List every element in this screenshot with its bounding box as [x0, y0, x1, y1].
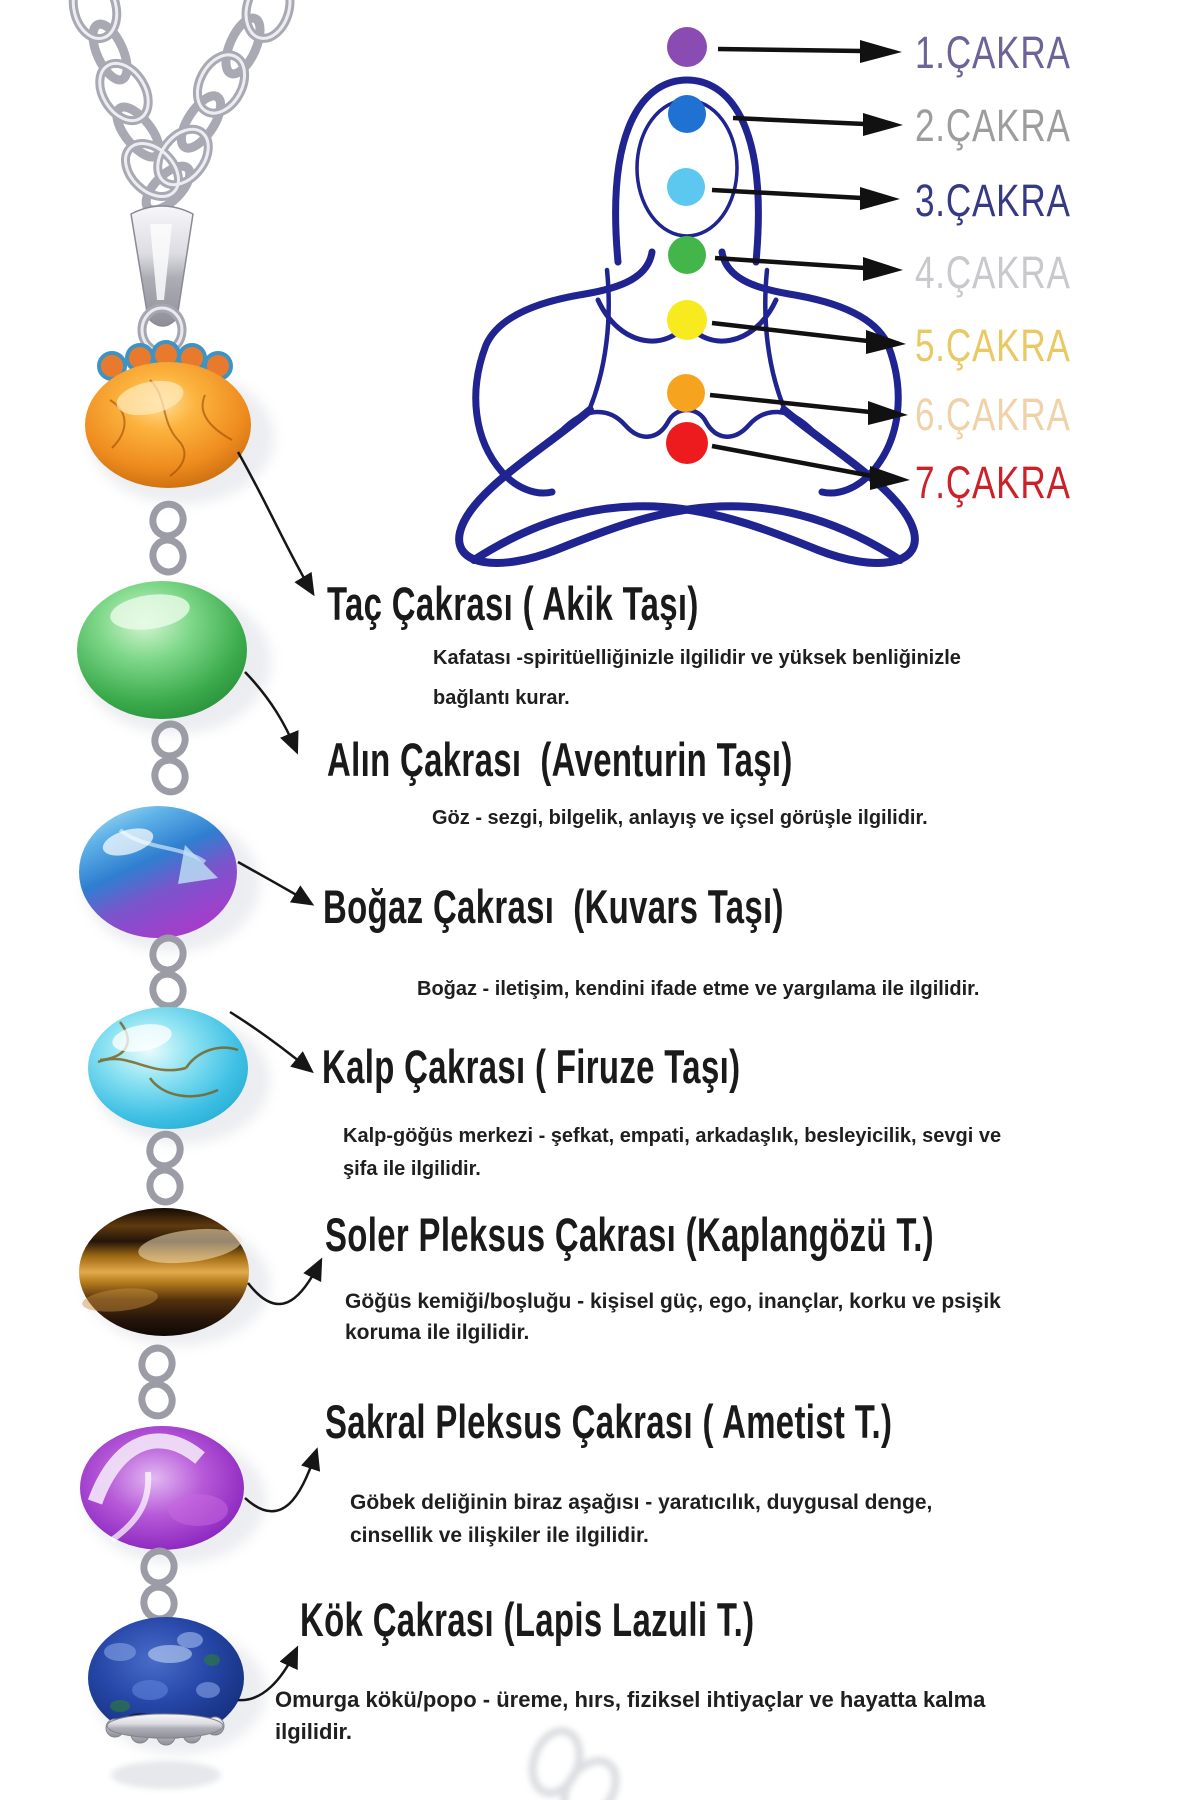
connector-link	[137, 1344, 177, 1421]
section-title-kalp-cakrasi: Kalp Çakrası ( Firuze Taşı)	[322, 1040, 741, 1093]
desc-line: Göbek deliğinin biraz aşağısı - yaratıcılık, duygusal denge,	[350, 1491, 933, 1514]
desc-line: Göğüs kemiği/boşluğu - kişisel güç, ego, inançlar, korku ve psişik	[345, 1290, 1001, 1313]
section-desc-tac-cakrasi	[433, 638, 961, 718]
bead-ametist	[80, 1426, 244, 1550]
legend-label-5: 5.ÇAKRA	[915, 320, 1071, 371]
desc-line: cinsellik ve ilişkiler ile ilgilidir.	[350, 1524, 649, 1547]
desc-line: ilgilidir.	[275, 1719, 353, 1744]
chakra-dot-5	[667, 300, 707, 340]
legend-label-4: 4.ÇAKRA	[915, 247, 1071, 298]
legend-label-2: 2.ÇAKRA	[915, 100, 1071, 151]
legend-label-7: 7.ÇAKRA	[915, 457, 1071, 508]
section-desc-soler-pleksus	[345, 1286, 1001, 1348]
chakra-dot-3	[667, 168, 705, 206]
section-desc-kok-cakrasi	[275, 1684, 985, 1748]
legend-label-1: 1.ÇAKRA	[915, 27, 1071, 78]
desc-line: koruma ile ilgilidir.	[345, 1321, 530, 1344]
pendant-bail	[99, 206, 231, 379]
desc-line: Göz - sezgi, bilgelik, anlayış ve içsel görüşle ilgilidir.	[432, 807, 928, 829]
section-desc-alin-cakrasi	[432, 803, 928, 833]
section-title-alin-cakrasi: Alın Çakrası (Aventurin Taşı)	[327, 733, 793, 786]
bead-firuze	[88, 1007, 248, 1129]
desc-line: şifa ile ilgilidir.	[343, 1158, 481, 1180]
section-title-sakral-pleksus: Sakral Pleksus Çakrası ( Ametist T.)	[325, 1395, 893, 1448]
desc-line: Omurga kökü/popo - üreme, hırs, fiziksel ihtiyaçlar ve hayatta kalma	[275, 1687, 986, 1712]
desc-line: Kalp-göğüs merkezi - şefkat, empati, arkadaşlık, besleyicilik, sevgi ve	[343, 1125, 1002, 1147]
section-title-soler-pleksus: Soler Pleksus Çakrası (Kaplangözü T.)	[325, 1208, 934, 1261]
section-desc-bogaz-cakrasi	[417, 974, 979, 1004]
chakra-dot-6	[667, 374, 705, 412]
desc-line: Kafatası -spiritüelliğinizle ilgilidir ve yüksek benliğinizle	[433, 647, 961, 669]
chakra-dot-2	[668, 95, 706, 133]
chakra-dot-7	[666, 422, 708, 464]
section-desc-sakral-pleksus	[350, 1486, 932, 1552]
desc-line: Boğaz - iletişim, kendini ifade etme ve yargılama ile ilgilidir.	[417, 978, 980, 1000]
bead-lapis	[88, 1617, 244, 1745]
necklace-chain	[67, 0, 297, 217]
chakra-dot-4	[668, 236, 706, 274]
legend-label-6: 6.ÇAKRA	[915, 389, 1071, 440]
bead-akik	[85, 362, 251, 488]
bead-aventurin	[77, 581, 247, 719]
desc-line: bağlantı kurar.	[433, 687, 570, 709]
chakra-dots	[666, 27, 708, 464]
section-title-kok-cakrasi: Kök Çakrası (Lapis Lazuli T.)	[300, 1593, 755, 1646]
connector-link	[148, 500, 188, 576]
section-desc-kalp-cakrasi	[343, 1120, 1001, 1186]
chakra-arrows	[710, 40, 910, 490]
bead-kuvars	[79, 806, 237, 938]
bead-kaplangozu	[79, 1208, 249, 1336]
legend-label-3: 3.ÇAKRA	[915, 175, 1071, 226]
section-title-bogaz-cakrasi: Boğaz Çakrası (Kuvars Taşı)	[323, 880, 784, 933]
chakra-dot-1	[667, 27, 707, 67]
section-title-tac-cakrasi: Taç Çakrası ( Akik Taşı)	[327, 577, 699, 630]
